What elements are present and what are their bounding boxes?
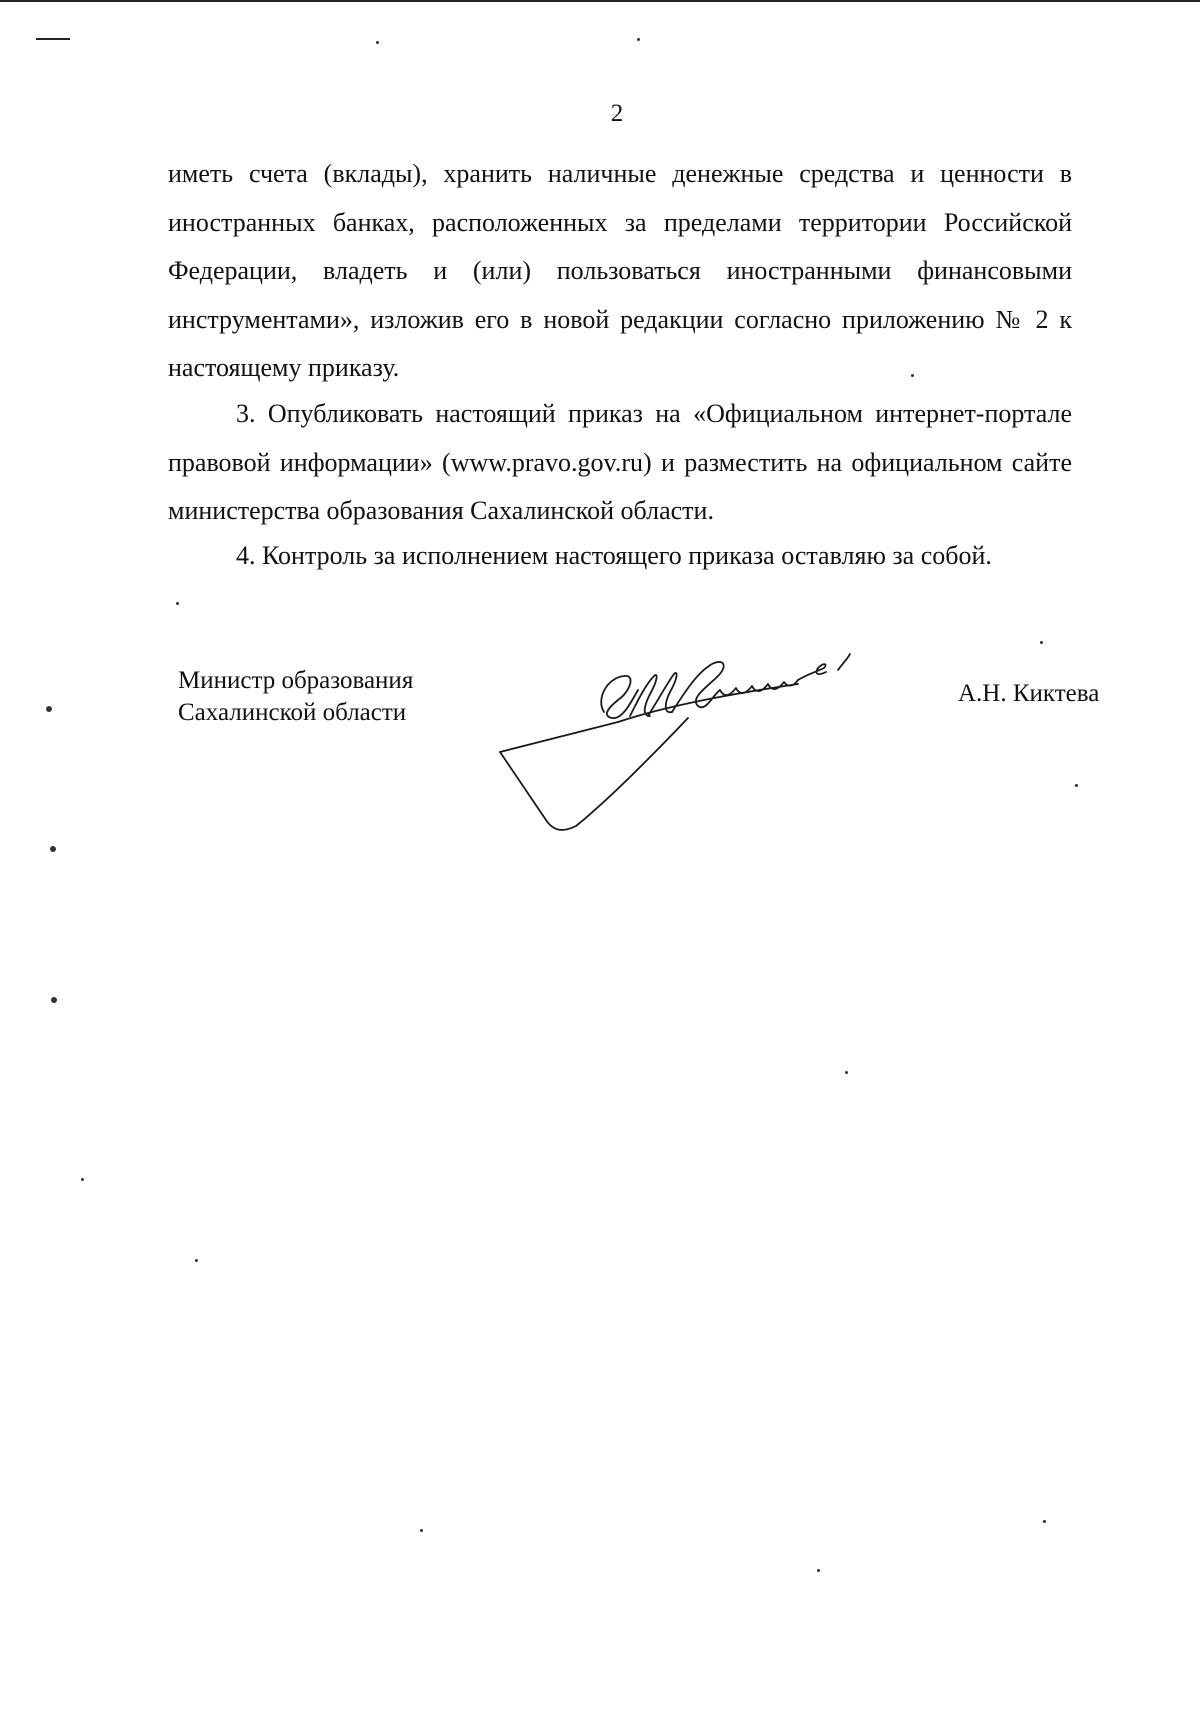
scan-edge-line: [0, 0, 1200, 2]
scan-speck: [637, 38, 640, 41]
scan-speck: [50, 846, 56, 852]
scan-speck: [911, 374, 914, 377]
scan-mark: [36, 38, 70, 40]
scan-speck: [845, 1071, 848, 1074]
signatory-title-line1: Министр образования: [178, 667, 414, 694]
signatory-title: [178, 665, 413, 729]
handwritten-signature: [498, 650, 888, 840]
paragraph-4: 4. Контроль за исполнением настоящего приказа оставляю за собой.: [236, 541, 992, 570]
scan-speck: [51, 997, 57, 1003]
paragraph-continuation-block: [168, 150, 1072, 393]
paragraph-3-block: [168, 390, 1072, 536]
scan-speck: [1075, 784, 1078, 787]
scan-speck: [46, 706, 52, 712]
scan-speck: [81, 1178, 84, 1181]
scan-speck: [176, 602, 179, 605]
signatory-title-line2: Сахалинской области: [178, 699, 407, 726]
signatory-name: А.Н. Киктева: [958, 680, 1100, 707]
paragraph-4-block: [168, 532, 1072, 581]
scan-speck: [817, 1569, 820, 1572]
paragraph-continuation: иметь счета (вклады), хранить наличные денежные средства и ценности в иностранных банках, расположенных за пределами территории Российской Федерации, владеть и (или) пользоваться иностранными финансовыми инструментами», изложив его в новой редакции согласно приложению № 2 к настоящему приказу.: [168, 159, 1072, 382]
scan-speck: [195, 1259, 198, 1262]
page-number: 2: [610, 100, 624, 127]
scan-speck: [420, 1529, 423, 1532]
paragraph-3: 3. Опубликовать настоящий приказ на «Официальном интернет-портале правовой информации» (www.pravo.gov.ru) и разместить на официальном сайте министерства образования Сахалинской области.: [168, 399, 1072, 525]
scan-speck: [1040, 641, 1043, 644]
scan-speck: [376, 41, 379, 44]
scan-speck: [1043, 1520, 1046, 1523]
